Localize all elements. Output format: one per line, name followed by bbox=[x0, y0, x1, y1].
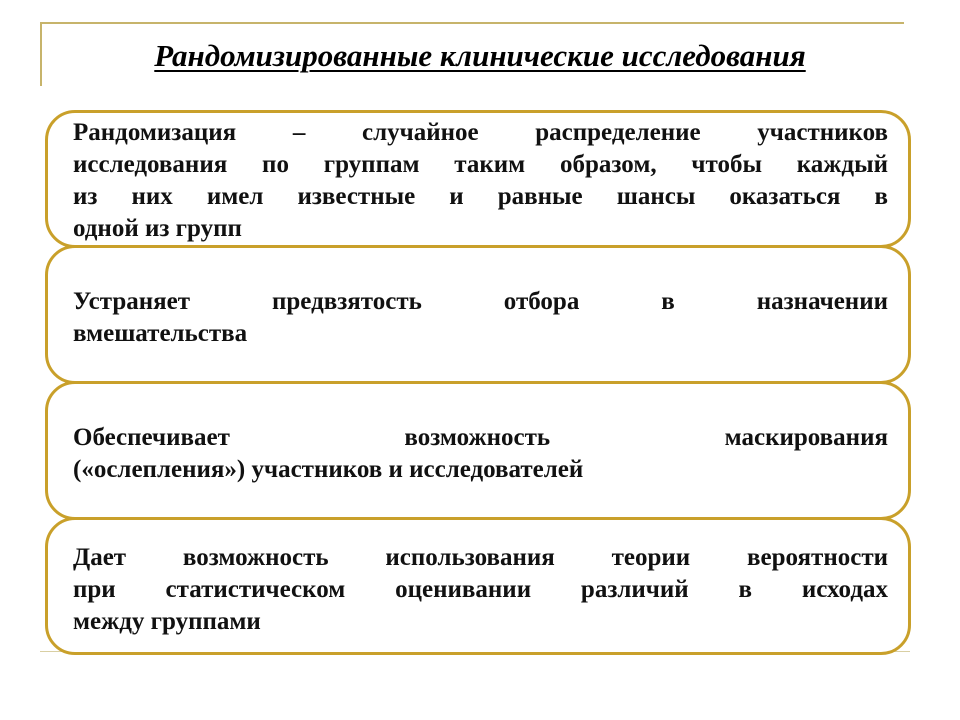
definition-line-1: Рандомизация – случайное распределение участников bbox=[73, 119, 888, 146]
probability-line-3: между группами bbox=[73, 608, 261, 635]
frame-top-rule bbox=[40, 22, 904, 24]
definition-line-3: из них имел известные и равные шансы оказаться в bbox=[73, 183, 888, 210]
probability-line-1: Дает возможность использования теории вероятности bbox=[73, 544, 888, 571]
bias-line-1: Устраняет предвзятость отбора в назначении bbox=[73, 288, 888, 315]
definition-box bbox=[45, 110, 911, 248]
definition-line-2: исследования по группам таким образом, чтобы каждый bbox=[73, 151, 888, 178]
probability-box bbox=[45, 517, 911, 655]
bias-box bbox=[45, 245, 911, 384]
blinding-line-1: Обеспечивает возможность маскирования bbox=[73, 424, 888, 451]
blinding-line-2: («ослепления») участников и исследователей bbox=[73, 456, 584, 483]
slide-title: Рандомизированные клинические исследования bbox=[154, 38, 806, 73]
definition-line-4: одной из групп bbox=[73, 215, 242, 242]
blinding-box bbox=[45, 381, 911, 520]
probability-line-2: при статистическом оценивании различий в исходах bbox=[73, 576, 888, 603]
bias-line-2: вмешательства bbox=[73, 320, 248, 347]
